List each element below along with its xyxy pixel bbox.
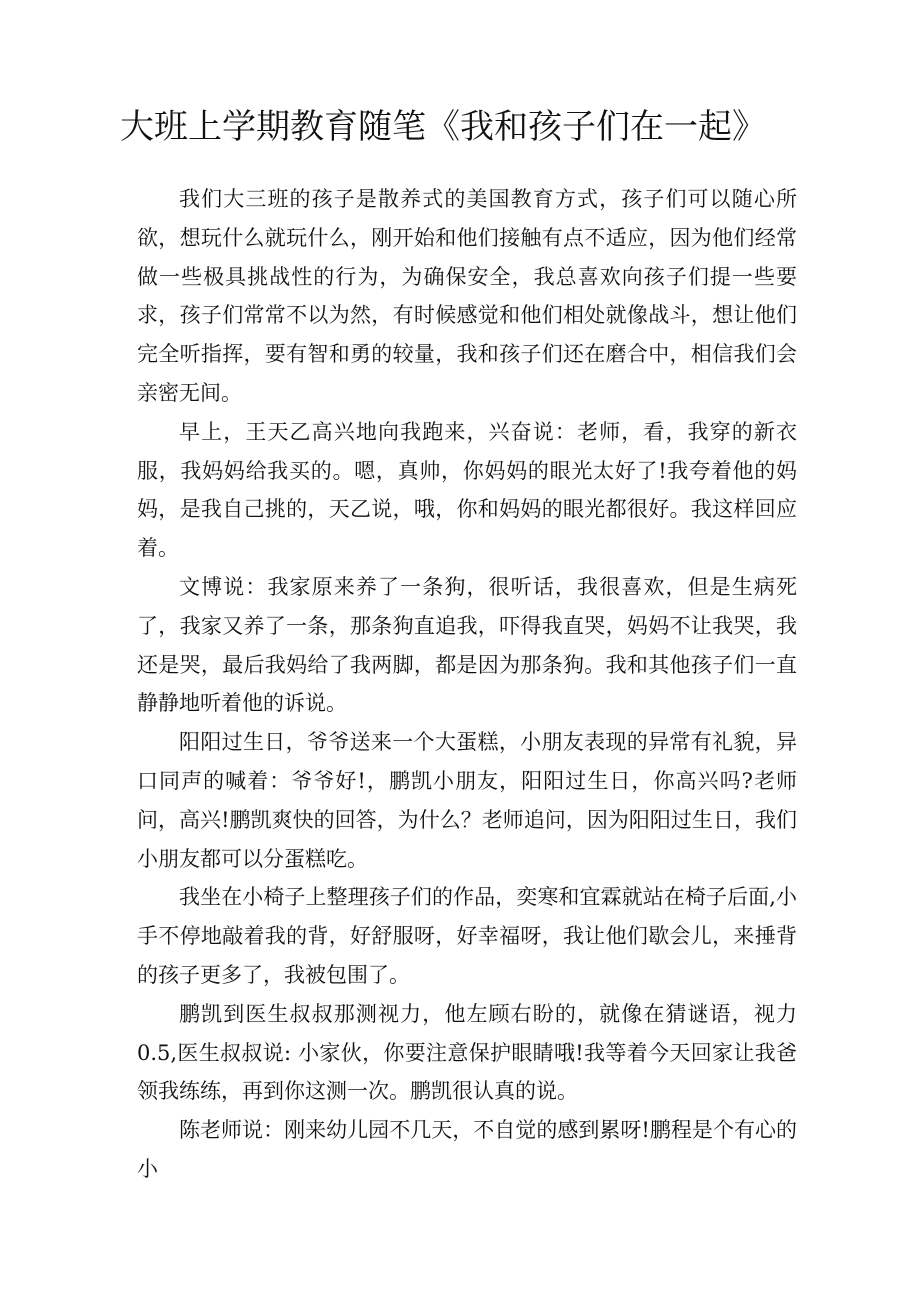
paragraph: 早上，王天乙高兴地向我跑来，兴奋说：老师，看，我穿的新衣服，我妈妈给我买的。嗯，真帅，你妈妈的眼光太好了!我夸着他的妈妈，是我自己挑的，天乙说，哦，你和妈妈的眼光都很好。我这样回应着。 bbox=[137, 419, 797, 561]
paragraph: 文博说：我家原来养了一条狗，很听话，我很喜欢，但是生病死了，我家又养了一条，那条狗直追我，吓得我直哭，妈妈不让我哭，我还是哭，最后我妈给了我两脚，都是因为那条狗。我和其他孩子们一直静静地听着他的诉说。 bbox=[137, 574, 797, 716]
paragraph: 陈老师说：刚来幼儿园不几天，不自觉的感到累呀!鹏程是个有心的小 bbox=[137, 1118, 797, 1181]
paragraph: 阳阳过生日，爷爷送来一个大蛋糕，小朋友表现的异常有礼貌，异口同声的喊着：爷爷好!，鹏凯小朋友，阳阳过生日，你高兴吗?老师问，高兴!鹏凯爽快的回答，为什么？老师追问，因为阳阳过生日，我们小朋友都可以分蛋糕吃。 bbox=[137, 730, 797, 871]
paragraph: 我们大三班的孩子是散养式的美国教育方式，孩子们可以随心所欲，想玩什么就玩什么，刚开始和他们接触有点不适应，因为他们经常做一些极具挑战性的行为，为确保安全，我总喜欢向孩子们提一些要求，孩子们常常不以为然，有时候感觉和他们相处就像战斗，想让他们完全听指挥，要有智和勇的较量，我和孩子们还在磨合中，相信我们会亲密无间。 bbox=[137, 187, 797, 405]
document-body bbox=[137, 180, 797, 1189]
paragraph: 我坐在小椅子上整理孩子们的作品，奕寒和宜霖就站在椅子后面,小手不停地敲着我的背，好舒服呀，好幸福呀，我让他们歇会儿，来捶背的孩子更多了，我被包围了。 bbox=[137, 885, 797, 987]
document-title: 大班上学期教育随笔《我和孩子们在一起》 bbox=[120, 107, 766, 147]
paragraph: 鹏凯到医生叔叔那测视力，他左顾右盼的，就像在猜谜语，视力0.5,医生叔叔说: 小家伙，你要注意保护眼睛哦!我等着今天回家让我爸领我练练，再到你这测一次。鹏凯很认真的说。 bbox=[137, 1001, 797, 1104]
